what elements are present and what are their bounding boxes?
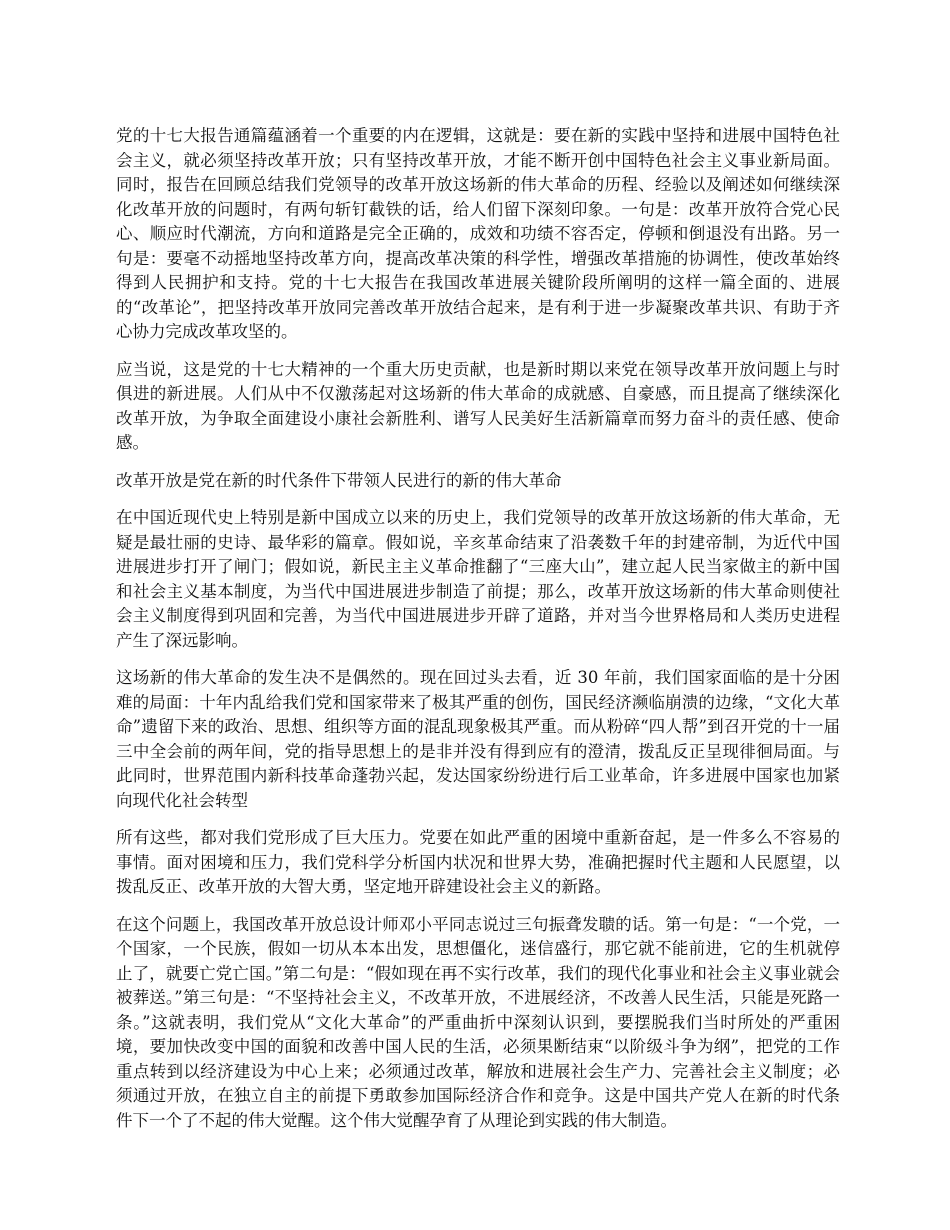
- paragraph-intro: 党的十七大报告通篇蕴涵着一个重要的内在逻辑，这就是：要在新的实践中坚持和进展中国特色社会主义，就必须坚持改革开放；只有坚持改革开放，才能不断开创中国特色社会主义事业新局面。同时，报告在回顾总结我们党领导的改革开放这场新的伟大革命的历程、经验以及阐述如何继续深化改革开放的问题时，有两句斩钉截铁的话，给人们留下深刻印象。一句是：改革开放符合党心民心、顺应时代潮流，方向和道路是完全正确的，成效和功绩不容否定，停顿和倒退没有出路。另一句是：要毫不动摇地坚持改革方向，提高改革决策的科学性，增强改革措施的协调性，使改革始终得到人民拥护和支持。党的十七大报告在我国改革进展关键阶段所阐明的这样一篇全面的、进展的“改革论”，把坚持改革开放同完善改革开放结合起来，是有利于进一步凝聚改革共识、有助于齐心协力完成改革攻坚的。: [116, 126, 840, 341]
- paragraph-pressure: 所有这些，都对我们党形成了巨大压力。党要在如此严重的困境中重新奋起，是一件多么不容易的事情。面对困境和压力，我们党科学分析国内状况和世界大势，准确把握时代主题和人民愿望，以拨乱反正、改革开放的大智大勇，坚定地开辟建设社会主义的新路。: [116, 828, 840, 896]
- document-body: [116, 124, 840, 1146]
- section-heading: 改革开放是党在新的时代条件下带领人民进行的新的伟大革命: [116, 470, 562, 490]
- paragraph-history: 在中国近现代史上特别是新中国成立以来的历史上，我们党领导的改革开放这场新的伟大革命，无疑是最壮丽的史诗、最华彩的篇章。假如说，辛亥革命结束了沿袭数千年的封建帝制，为近代中国进展进步打开了闸门；假如说，新民主主义革命推翻了“三座大山”，建立起人民当家做主的新中国和社会主义基本制度，为当代中国进展进步制造了前提；那么，改革开放这场新的伟大革命则使社会主义制度得到巩固和完善，为当代中国进展进步开辟了道路，并对当今世界格局和人类历史进程产生了深远影响。: [116, 508, 840, 650]
- paragraph-background: 这场新的伟大革命的发生决不是偶然的。现在回过头去看，近 30 年前，我们国家面临的是十分困难的局面：十年内乱给我们党和国家带来了极其严重的创伤，国民经济濒临崩溃的边缘，“文化大革命”遗留下来的政治、思想、组织等方面的混乱现象极其严重。而从粉碎“四人帮”到召开党的十一届三中全会前的两年间，党的指导思想上的是非并没有得到应有的澄清，拨乱反正呈现徘徊局面。与此同时，世界范围内新科技革命蓬勃兴起，发达国家纷纷进行后工业革命，许多进展中国家也加紧向现代化社会转型: [116, 668, 840, 810]
- paragraph-contribution: 应当说，这是党的十七大精神的一个重大历史贡献，也是新时期以来党在领导改革开放问题上与时俱进的新进展。人们从中不仅激荡起对这场新的伟大革命的成就感、自豪感，而且提高了继续深化改革开放，为争取全面建设小康社会新胜利、谱写人民美好生活新篇章而努力奋斗的责任感、使命感。: [116, 359, 840, 452]
- paragraph-deng-quotes: 在这个问题上，我国改革开放总设计师邓小平同志说过三句振聋发聩的话。第一句是：“一个党，一个国家，一个民族，假如一切从本本出发，思想僵化，迷信盛行，那它就不能前进，它的生机就停止了，就要亡党亡国。”第二句是：“假如现在再不实行改革，我们的现代化事业和社会主义事业就会被葬送。”第三句是：“不坚持社会主义，不改革开放，不进展经济，不改善人民生活，只能是死路一条。”这就表明，我们党从“文化大革命”的严重曲折中深刻认识到，要摆脱我们当时所处的严重困境，要加快改变中国的面貌和改善中国人民的生活，必须果断结束“以阶级斗争为纲”，把党的工作重点转到以经济建设为中心上来；必须通过改革，解放和进展社会生产力、完善社会主义制度；必须通过开放，在独立自主的前提下勇敢参加国际经济合作和竞争。这是中国共产党人在新的时代条件下一个了不起的伟大觉醒。这个伟大觉醒孕育了从理论到实践的伟大制造。: [116, 914, 840, 1130]
